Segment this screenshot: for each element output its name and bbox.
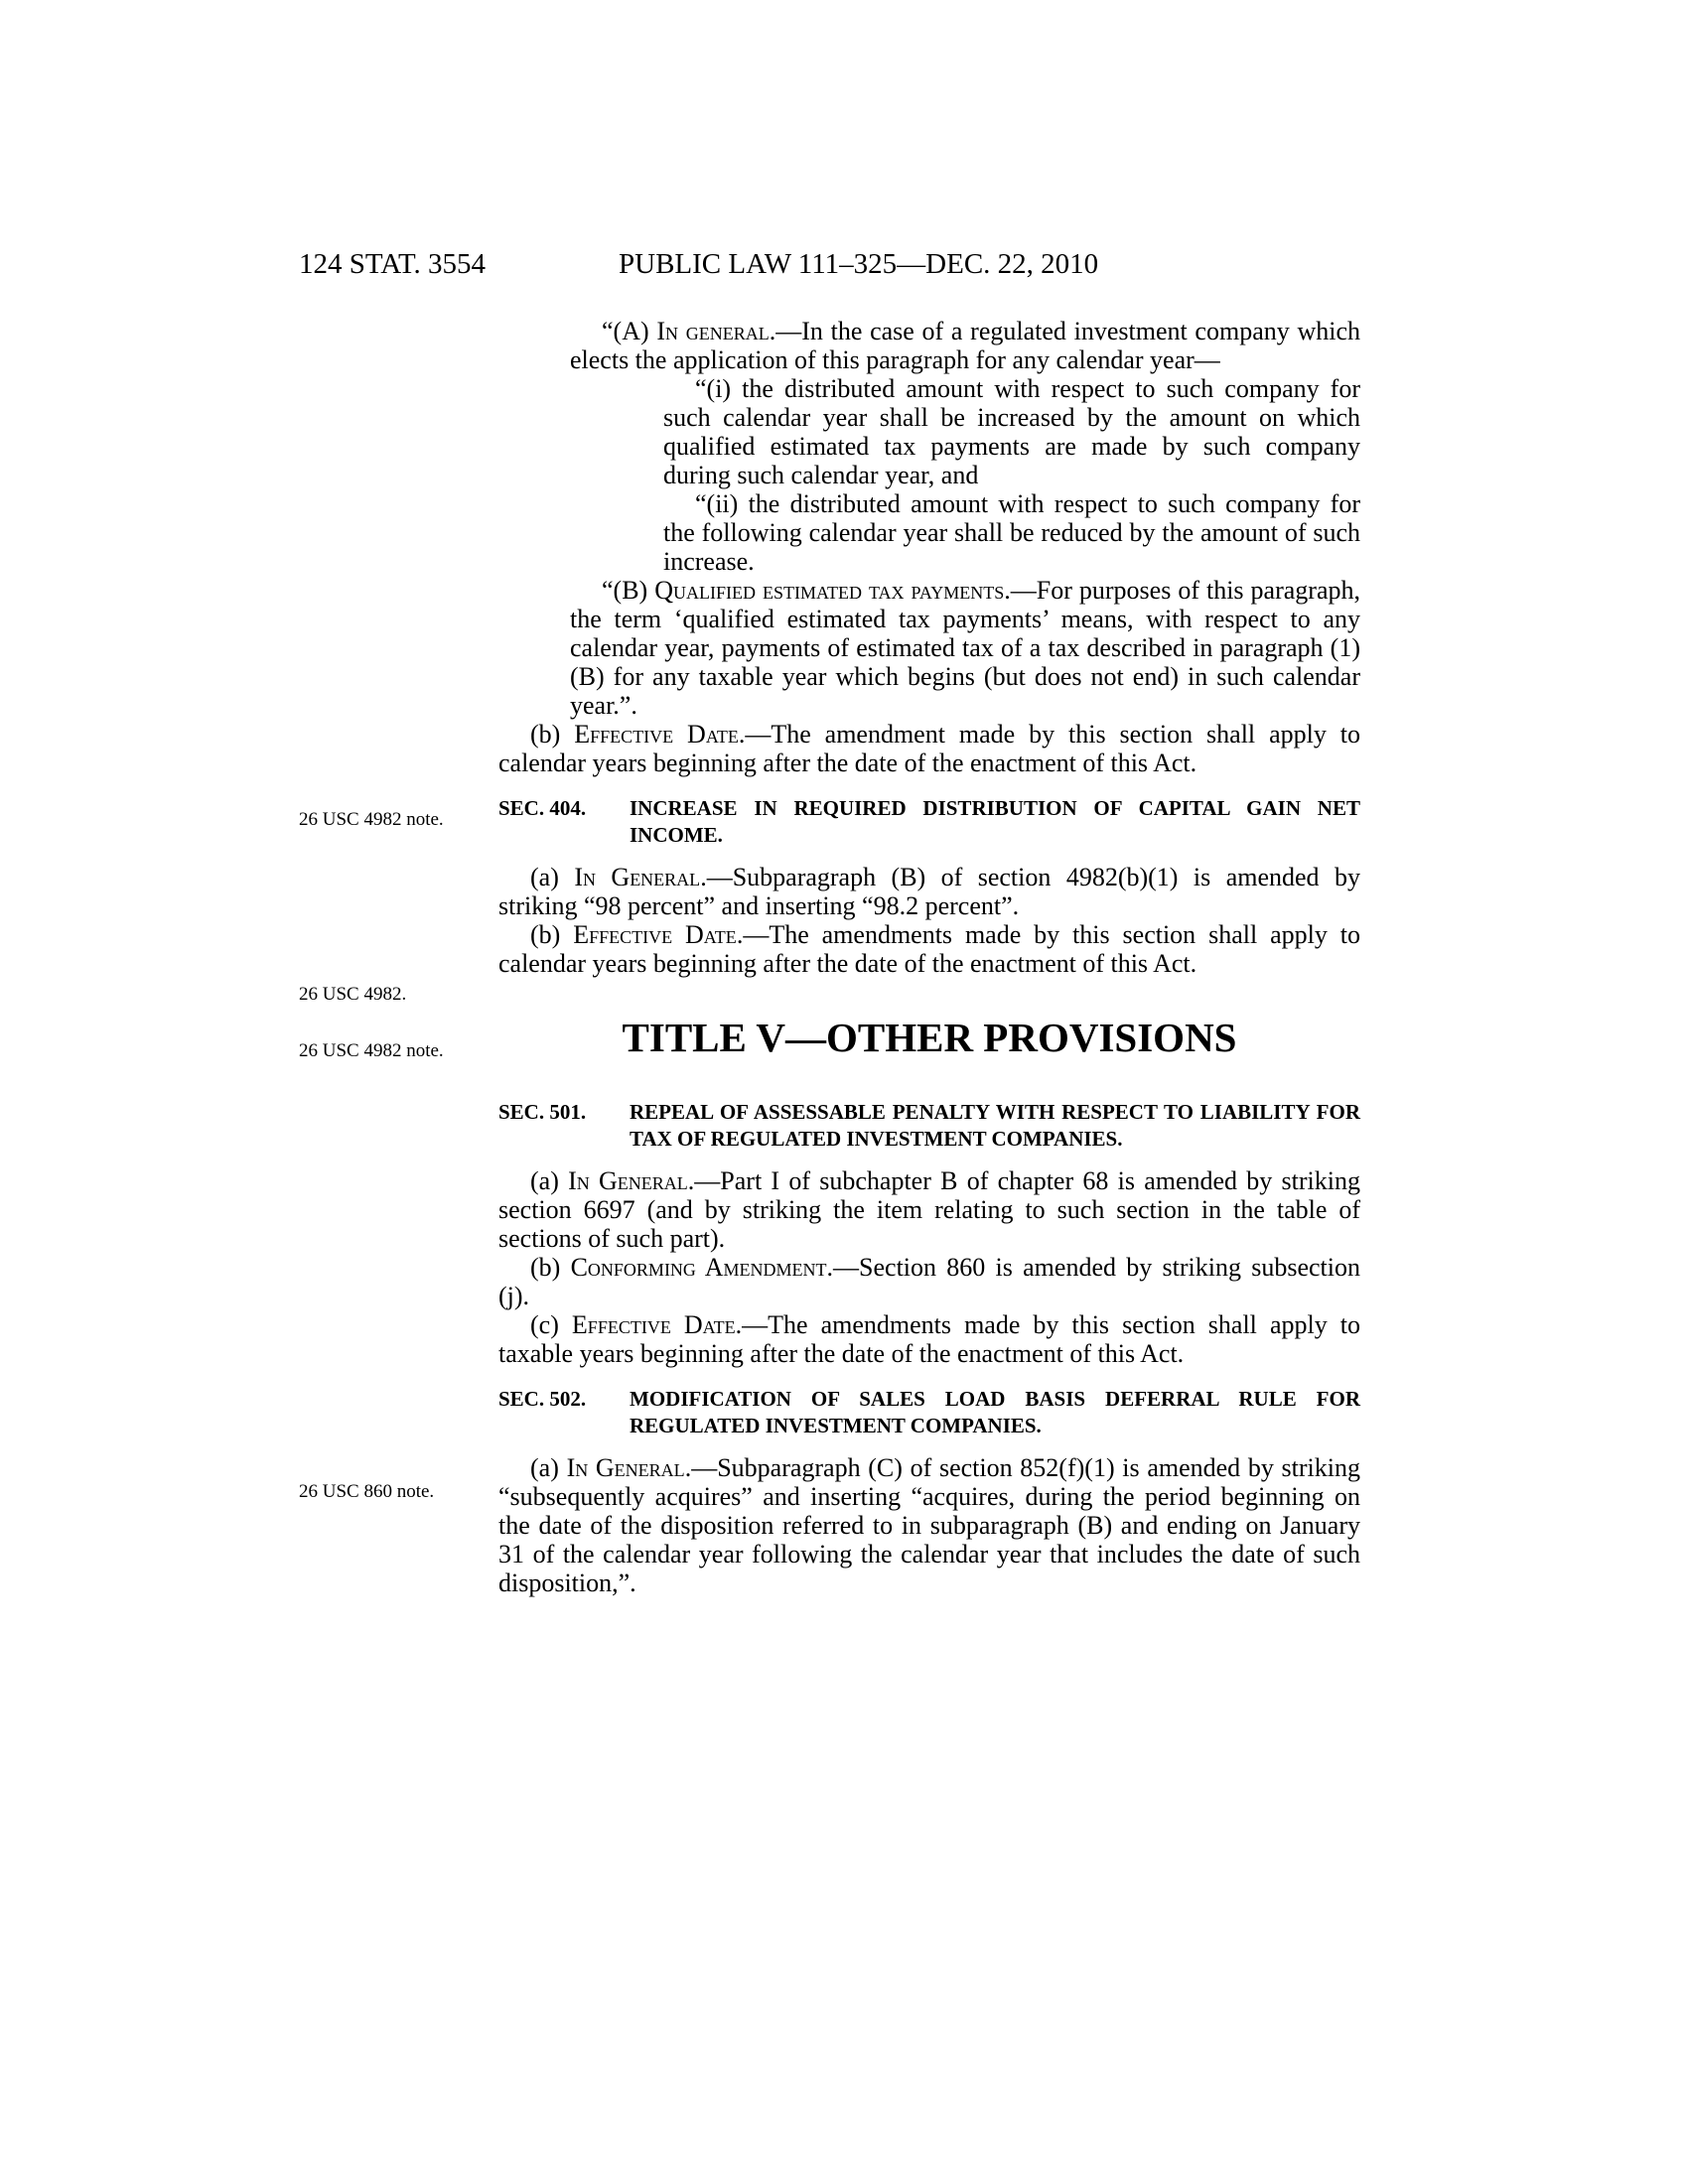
clause-i: “(i) the distributed amount with respect to such company for such calendar year shall be increased by the amount on which qualified estimated tax payments are made by such company during such calendar year, and: [663, 374, 1360, 489]
paragraph-a-in-general: “(A) In general.—In the case of a regulated investment company which elects the application of this paragraph for any calendar year—: [570, 317, 1360, 374]
margin-note: 26 USC 4982 note.: [299, 809, 444, 830]
margin-note: 26 USC 860 note.: [299, 1481, 435, 1502]
page-header: [299, 248, 1361, 288]
subsection-a-in-general: (a) In General.—Subparagraph (C) of section 852(f)(1) is amended by striking “subsequently acquires” and inserting “acquires, during the period beginning on the date of the disposition referred to in subparagraph (B) and ending on January 31 of the calendar year following the calendar year that includes the date of such disposition,”.: [498, 1453, 1360, 1597]
statute-reference: 124 STAT. 3554: [299, 248, 487, 280]
section-heading-502: SEC. 502. MODIFICATION OF SALES LOAD BASIS DEFERRAL RULE FOR REGULATED INVESTMENT COMPANIES.: [498, 1387, 1360, 1437]
margin-note: 26 USC 4982 note.: [299, 1040, 444, 1061]
section-heading-404: SEC. 404. INCREASE IN REQUIRED DISTRIBUTION OF CAPITAL GAIN NET INCOME.: [498, 796, 1360, 847]
subsection-b-effective-date: (b) Effective Date.—The amendment made by this section shall apply to calendar years beginning after the date of the enactment of this Act.: [498, 720, 1360, 777]
margin-note: 26 USC 4982.: [299, 984, 407, 1005]
clause-ii: “(ii) the distributed amount with respect to such company for the following calendar year shall be reduced by the amount of such increase.: [663, 489, 1360, 576]
paragraph-b-qualified-payments: “(B) Qualified estimated tax payments.—For purposes of this paragraph, the term ‘qualified estimated tax payments’ means, with respect to any calendar year, payments of estimated tax of a tax described in paragraph (1)(B) for any taxable year which begins (but does not end) in such calendar year.”.: [570, 576, 1360, 720]
body-text: [498, 317, 1360, 1597]
section-heading-501: SEC. 501. REPEAL OF ASSESSABLE PENALTY WITH RESPECT TO LIABILITY FOR TAX OF REGULATED INVESTMENT COMPANIES.: [498, 1100, 1360, 1151]
subsection-b-effective-date: (b) Effective Date.—The amendments made by this section shall apply to calendar years beginning after the date of the enactment of this Act.: [498, 920, 1360, 978]
title-heading: TITLE V—OTHER PROVISIONS: [622, 1015, 1237, 1060]
subsection-c-effective-date: (c) Effective Date.—The amendments made by this section shall apply to taxable years beginning after the date of the enactment of this Act.: [498, 1310, 1360, 1368]
subsection-b-conforming-amendment: (b) Conforming Amendment.—Section 860 is amended by striking subsection (j).: [498, 1253, 1360, 1310]
subsection-a-in-general: (a) In General.—Subparagraph (B) of section 4982(b)(1) is amended by striking “98 percent” and inserting “98.2 percent”.: [498, 863, 1360, 920]
subsection-a-in-general: (a) In General.—Part I of subchapter B of chapter 68 is amended by striking section 6697 (and by striking the item relating to such section in the table of sections of such part).: [498, 1166, 1360, 1253]
running-title: PUBLIC LAW 111–325—DEC. 22, 2010: [619, 248, 1099, 280]
